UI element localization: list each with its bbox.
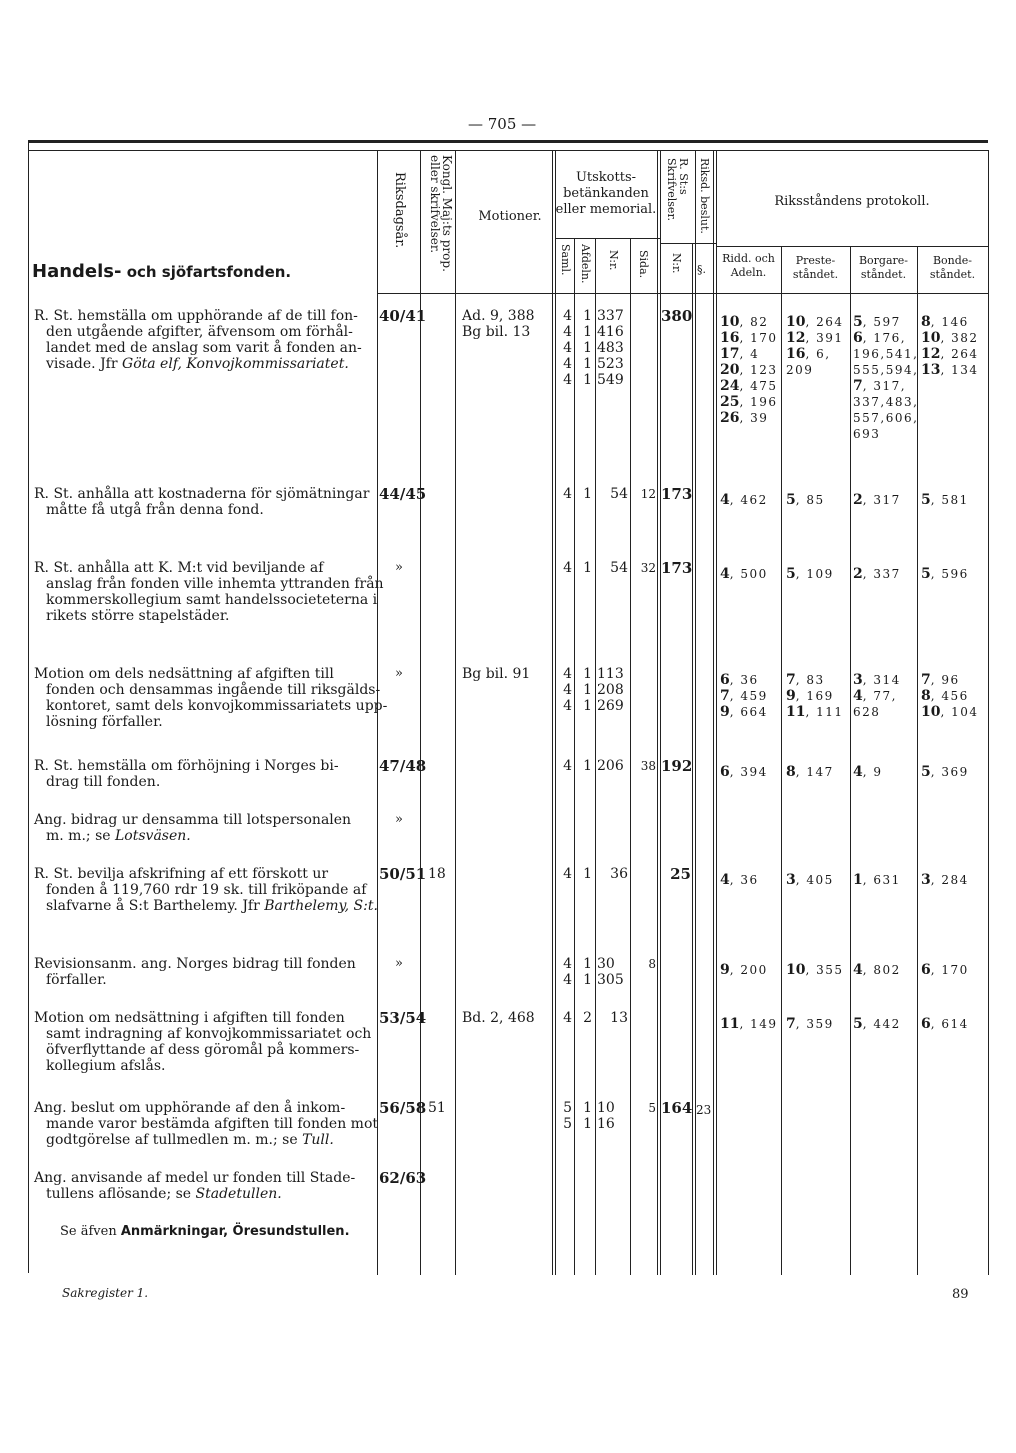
description-line: fonden och densammas ingående till riksgälds- — [46, 682, 381, 698]
row-afdeln: 1 — [583, 560, 592, 576]
row-description — [34, 486, 372, 518]
row-year: » — [395, 956, 403, 971]
description-line: visade. Jfr Göta elf, Konvojkommissariatet. — [46, 356, 349, 372]
header-borgare: Borgare- ståndet. — [858, 254, 909, 281]
description-line: rikets större stapelstäder. — [46, 608, 230, 624]
row-saml: 4 — [563, 486, 572, 502]
row-rsts-nr: 173 — [661, 485, 693, 503]
row-protokoll-bonde: 5, 581 — [921, 492, 969, 508]
col-line — [455, 150, 456, 1275]
row-prop: 18 — [428, 866, 446, 882]
header-paragraf: §. — [697, 263, 706, 276]
row-protokoll-borgare: 4, 802 — [853, 962, 901, 978]
row-protokoll-borgare: 2, 337 — [853, 566, 901, 582]
row-protokoll-preste: 8, 147 — [786, 764, 834, 780]
header-saml: Saml. — [559, 244, 572, 276]
description-line: R. St. anhålla att K. M:t vid beviljande af — [34, 560, 324, 576]
description-line: förfaller. — [46, 972, 107, 988]
row-motion: Bg bil. 91 — [462, 666, 531, 682]
col-line — [850, 246, 851, 1275]
row-afdeln: 1 1 1 1 1 — [583, 308, 592, 388]
row-description — [34, 1010, 372, 1074]
row-sida: 8 — [648, 957, 656, 971]
description-line: öfverflyttande af dess göromål på kommers- — [46, 1042, 360, 1058]
row-protokoll-bonde: 7, 96 8, 456 10, 104 — [921, 672, 979, 720]
row-afdeln: 1 — [583, 866, 592, 882]
description-crossref: Göta elf, Konvojkommissariatet. — [122, 356, 349, 372]
description-crossref: Barthelemy, S:t. — [264, 898, 378, 914]
row-nr: 54 — [610, 560, 628, 576]
footer-right: 89 — [952, 1287, 969, 1302]
row-year: 56/58 — [379, 1099, 427, 1117]
row-sida: 12 — [640, 487, 656, 501]
col-line — [713, 150, 714, 1275]
description-line: landet med de anslag som varit å fonden an- — [46, 340, 362, 356]
top-rule-thin — [28, 150, 988, 151]
row-protokoll-ridd: 9, 200 — [720, 962, 768, 978]
section-title — [32, 262, 291, 282]
subheader-rule-prot — [716, 246, 988, 247]
header-afdeln: Afdeln. — [579, 244, 592, 284]
subheader-rule-utskott — [555, 238, 660, 239]
row-protokoll-bonde: 8, 146 10, 382 12, 264 13, 134 — [921, 314, 979, 378]
row-sida: 5 — [648, 1101, 656, 1115]
description-line: slafvarne å S:t Barthelemy. Jfr Barthelemy, S:t. — [46, 898, 378, 914]
description-line: kommerskollegium samt handelssocieteterna i — [46, 592, 378, 608]
row-nr: 13 — [610, 1010, 628, 1026]
row-year: 40/41 — [379, 307, 427, 325]
row-year: 53/54 — [379, 1009, 427, 1027]
description-line: R. St. bevilja afskrifning af ett förskott ur — [34, 866, 329, 882]
row-saml: 4 — [563, 866, 572, 882]
header-riksdagsar: Riksdagsår. — [392, 172, 407, 249]
row-protokoll-preste: 10, 355 — [786, 962, 844, 978]
row-protokoll-ridd: 6, 36 7, 459 9, 664 — [720, 672, 768, 720]
row-year: » — [395, 812, 403, 827]
row-saml: 4 — [563, 560, 572, 576]
description-line: R. St. anhålla att kostnaderna för sjömätningar — [34, 486, 370, 502]
description-line: den utgående afgifter, äfvensom om förhål- — [46, 324, 353, 340]
page-number: — 705 — — [468, 115, 537, 133]
row-prop: 51 — [428, 1100, 446, 1116]
col-line — [781, 246, 782, 1275]
row-year: 47/48 — [379, 757, 427, 775]
row-description — [34, 666, 388, 730]
row-nr: 206 — [597, 758, 624, 774]
row-nr: 10 16 — [597, 1100, 615, 1132]
col-line — [552, 150, 553, 1275]
row-motion: Ad. 9, 388 — [462, 308, 535, 324]
row-motion: Bg bil. 13 — [462, 324, 531, 340]
description-line: Motion om nedsättning i afgiften till fonden — [34, 1010, 345, 1026]
row-year: 44/45 — [379, 485, 427, 503]
row-description — [34, 866, 378, 914]
description-line: samt indragning af konvojkommissariatet och — [46, 1026, 372, 1042]
row-paragraf: 23 — [696, 1103, 712, 1117]
row-saml: 4 4 4 4 4 — [563, 308, 572, 388]
row-protokoll-borgare: 5, 597 6, 176, 196,541, 555,594, 7, 317, 337,483, 557,606, 693 — [853, 314, 919, 441]
header-rsts: R. St:s Skrifvelser. — [665, 158, 690, 221]
row-description — [34, 1100, 379, 1148]
row-afdeln: 2 — [583, 1010, 592, 1026]
header-bottom-rule — [378, 293, 988, 294]
description-line: godtgörelse af tullmedlen m. m.; se Tull. — [46, 1132, 334, 1148]
row-year: 50/51 — [379, 865, 427, 883]
description-line: drag till fonden. — [46, 774, 161, 790]
row-afdeln: 1 — [583, 758, 592, 774]
row-nr: 113 208 269 — [597, 666, 624, 714]
row-sida: 32 — [640, 561, 656, 575]
row-protokoll-ridd: 4, 36 — [720, 872, 759, 888]
col-line — [692, 243, 693, 1275]
row-nr: 54 — [610, 486, 628, 502]
row-saml: 4 4 — [563, 956, 572, 988]
header-ridd: Ridd. och Adeln. — [722, 252, 775, 279]
header-utskotts: Utskotts- betänkanden eller memorial. — [555, 170, 657, 217]
see-also: Se äfven Anmärkningar, Öresundstullen. — [60, 1224, 350, 1239]
description-line: tullens aflösande; se Stadetullen. — [46, 1186, 282, 1202]
row-rsts-nr: 173 — [661, 559, 693, 577]
row-protokoll-ridd: 6, 394 — [720, 764, 768, 780]
description-line: Ang. beslut om upphörande af den å inkom- — [34, 1100, 346, 1116]
description-line: kontoret, samt dels konvojkommissariatets upp- — [46, 698, 388, 714]
row-protokoll-preste: 5, 85 — [786, 492, 825, 508]
header-riksd-beslut: Riksd. beslut. — [698, 158, 711, 234]
row-protokoll-preste: 3, 405 — [786, 872, 834, 888]
row-saml: 4 — [563, 758, 572, 774]
footer-left: Sakregister 1. — [62, 1286, 149, 1300]
description-line: m. m.; se Lotsväsen. — [46, 828, 191, 844]
row-afdeln: 1 1 1 — [583, 666, 592, 714]
row-afdeln: 1 — [583, 486, 592, 502]
row-saml: 4 — [563, 1010, 572, 1026]
description-line: lösning förfaller. — [46, 714, 163, 730]
row-protokoll-ridd: 11, 149 — [720, 1016, 778, 1032]
header-sida: Sida. — [637, 250, 650, 279]
description-line: Motion om dels nedsättning af afgiften till — [34, 666, 334, 682]
row-year: » — [395, 560, 403, 575]
description-crossref: Lotsväsen. — [115, 828, 191, 844]
description-line: Ang. bidrag ur densamma till lotspersonalen — [34, 812, 352, 828]
description-crossref: Stadetullen. — [195, 1186, 282, 1202]
row-description — [34, 1170, 372, 1202]
row-description — [34, 560, 384, 624]
row-afdeln: 1 1 — [583, 956, 592, 988]
row-protokoll-bonde: 5, 596 — [921, 566, 969, 582]
header-protokoll: Riksståndens protokoll. — [774, 194, 930, 209]
row-protokoll-preste: 5, 109 — [786, 566, 834, 582]
description-line: Ang. anvisande af medel ur fonden till Stade- — [34, 1170, 356, 1186]
row-protokoll-borgare: 1, 631 — [853, 872, 901, 888]
description-line: Revisionsanm. ang. Norges bidrag till fonden — [34, 956, 356, 972]
col-line — [574, 238, 575, 1275]
row-nr: 30 305 — [597, 956, 624, 988]
row-protokoll-preste: 7, 83 9, 169 11, 111 — [786, 672, 844, 720]
row-nr: 36 — [610, 866, 628, 882]
section-title-rest: och sjöfartsfonden. — [121, 263, 292, 281]
col-line — [28, 143, 29, 1273]
row-protokoll-ridd: 4, 462 — [720, 492, 768, 508]
col-line — [595, 238, 596, 1275]
header-rsts-nr: N:r. — [670, 253, 683, 274]
row-protokoll-bonde: 6, 170 — [921, 962, 969, 978]
row-rsts-nr: 25 — [670, 865, 691, 883]
row-protokoll-borgare: 2, 317 — [853, 492, 901, 508]
col-line — [988, 150, 989, 1275]
header-motioner: Motioner. — [478, 209, 542, 224]
row-description — [34, 308, 372, 372]
top-rule — [28, 140, 988, 143]
description-line: fonden å 119,760 rdr 19 sk. till friköpande af — [46, 882, 367, 898]
col-line — [657, 150, 658, 1275]
header-kongl-prop: Kongl. Maj:ts prop. eller skrifvelser. — [428, 155, 454, 272]
see-also-refs: Anmärkningar, Öresundstullen. — [120, 1224, 350, 1239]
row-protokoll-ridd: 10, 82 16, 170 17, 4 20, 123 24, 475 25, 196 26, 39 — [720, 314, 778, 426]
row-description — [34, 956, 372, 988]
row-nr: 337 416 483 523 549 — [597, 308, 624, 388]
row-protokoll-bonde: 6, 614 — [921, 1016, 969, 1032]
description-line: anslag från fonden ville inhemta yttranden från — [46, 576, 384, 592]
row-rsts-nr: 380 — [661, 307, 693, 325]
row-protokoll-borgare: 3, 314 4, 77, 628 — [853, 672, 901, 719]
row-description — [34, 758, 372, 790]
row-protokoll-bonde: 3, 284 — [921, 872, 969, 888]
row-year: » — [395, 666, 403, 681]
description-line: mande varor bestämda afgiften till fonden mot — [46, 1116, 379, 1132]
row-description — [34, 812, 372, 844]
subheader-rule-rsts — [660, 243, 716, 244]
row-protokoll-preste: 10, 264 12, 391 16, 6, 209 — [786, 314, 844, 377]
row-protokoll-preste: 7, 359 — [786, 1016, 834, 1032]
row-protokoll-borgare: 4, 9 — [853, 764, 883, 780]
row-sida: 38 — [640, 759, 656, 773]
row-saml: 4 4 4 — [563, 666, 572, 714]
description-line: kollegium afslås. — [46, 1058, 166, 1074]
section-title-bold: Handels- — [32, 261, 122, 282]
header-preste: Preste- ståndet. — [792, 254, 839, 281]
header-bonde: Bonde- ståndet. — [929, 254, 976, 281]
row-rsts-nr: 164 — [661, 1099, 693, 1117]
row-rsts-nr: 192 — [661, 757, 693, 775]
row-motion: Bd. 2, 468 — [462, 1010, 535, 1026]
row-saml: 5 5 — [563, 1100, 572, 1132]
description-line: R. St. hemställa om förhöjning i Norges bi- — [34, 758, 339, 774]
row-afdeln: 1 1 — [583, 1100, 592, 1132]
description-crossref: Tull. — [302, 1132, 334, 1148]
description-line: måtte få utgå från denna fond. — [46, 502, 264, 518]
col-line — [716, 150, 717, 1275]
description-line: R. St. hemställa om upphörande af de till fon- — [34, 308, 358, 324]
row-protokoll-ridd: 4, 500 — [720, 566, 768, 582]
col-line — [630, 238, 631, 1275]
row-year: 62/63 — [379, 1169, 427, 1187]
header-nr: N:r. — [607, 250, 620, 271]
row-protokoll-bonde: 5, 369 — [921, 764, 969, 780]
row-protokoll-borgare: 5, 442 — [853, 1016, 901, 1032]
